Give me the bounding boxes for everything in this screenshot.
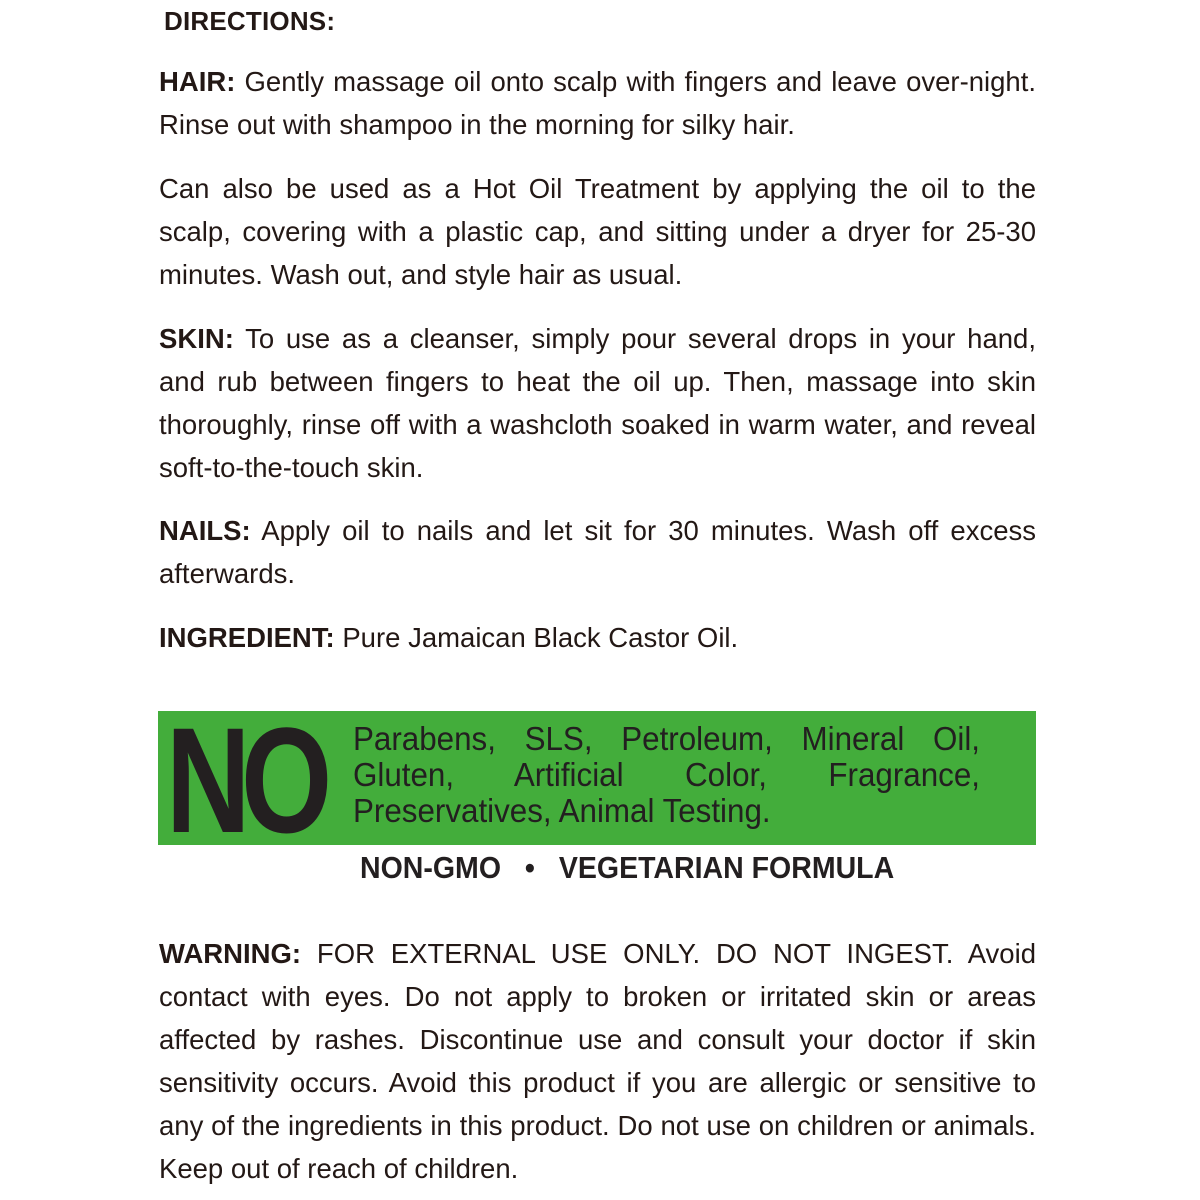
bullet-separator: • — [524, 850, 535, 885]
free-from-banner — [158, 696, 1036, 864]
non-gmo-label: NON-GMO — [360, 850, 502, 885]
ingredient-text: Pure Jamaican Black Castor Oil. — [334, 622, 739, 653]
no-label: NO — [166, 696, 323, 864]
warning-text: FOR EXTERNAL USE ONLY. DO NOT INGEST. Avoid contact with eyes. Do not apply to broken or irritated skin or areas affected by rashes. Discontinue use and consult your doctor if skin sensitivity occurs. Avoid this product if you are allergic or sensitive to any of the ingredients in this product. Do not use on children or animals. Keep out of reach of children. — [159, 938, 1036, 1184]
warning — [159, 932, 1036, 1190]
nails-text: Apply oil to nails and let sit for 30 minutes. Wash off excess afterwards. — [159, 515, 1036, 589]
tagline — [360, 850, 894, 886]
hair-label: HAIR: — [159, 66, 236, 97]
nails-directions — [159, 509, 1036, 595]
directions-heading: DIRECTIONS: — [164, 6, 336, 36]
ingredient — [159, 616, 1036, 659]
hot-oil-treatment — [159, 167, 1036, 296]
hair-directions — [159, 60, 1036, 146]
skin-directions — [159, 317, 1036, 489]
vegetarian-label: VEGETARIAN FORMULA — [558, 850, 895, 885]
skin-text: To use as a cleanser, simply pour several drops in your hand, and rub between fingers to heat the oil up. Then, massage into skin thoroughly, rinse off with a washcloth soaked in warm water, and reveal soft-to-the-touch skin. — [159, 323, 1036, 483]
nails-label: NAILS: — [159, 515, 251, 546]
hot-oil-text: Can also be used as a Hot Oil Treatment by applying the oil to the scalp, covering with a plastic cap, and sitting under a dryer for 25-30 minutes. Wash out, and style hair as usual. — [159, 173, 1036, 290]
warning-label: WARNING: — [159, 938, 302, 969]
hair-text: Gently massage oil onto scalp with fingers and leave over-night. Rinse out with shampoo in the morning for silky hair. — [159, 66, 1036, 140]
ingredient-label: INGREDIENT: — [159, 622, 335, 653]
skin-label: SKIN: — [159, 323, 234, 354]
free-from-list: Parabens, SLS, Petroleum, Mineral Oil, Gluten, Artificial Color, Fragrance, Preservatives, Animal Testing. — [353, 720, 980, 829]
